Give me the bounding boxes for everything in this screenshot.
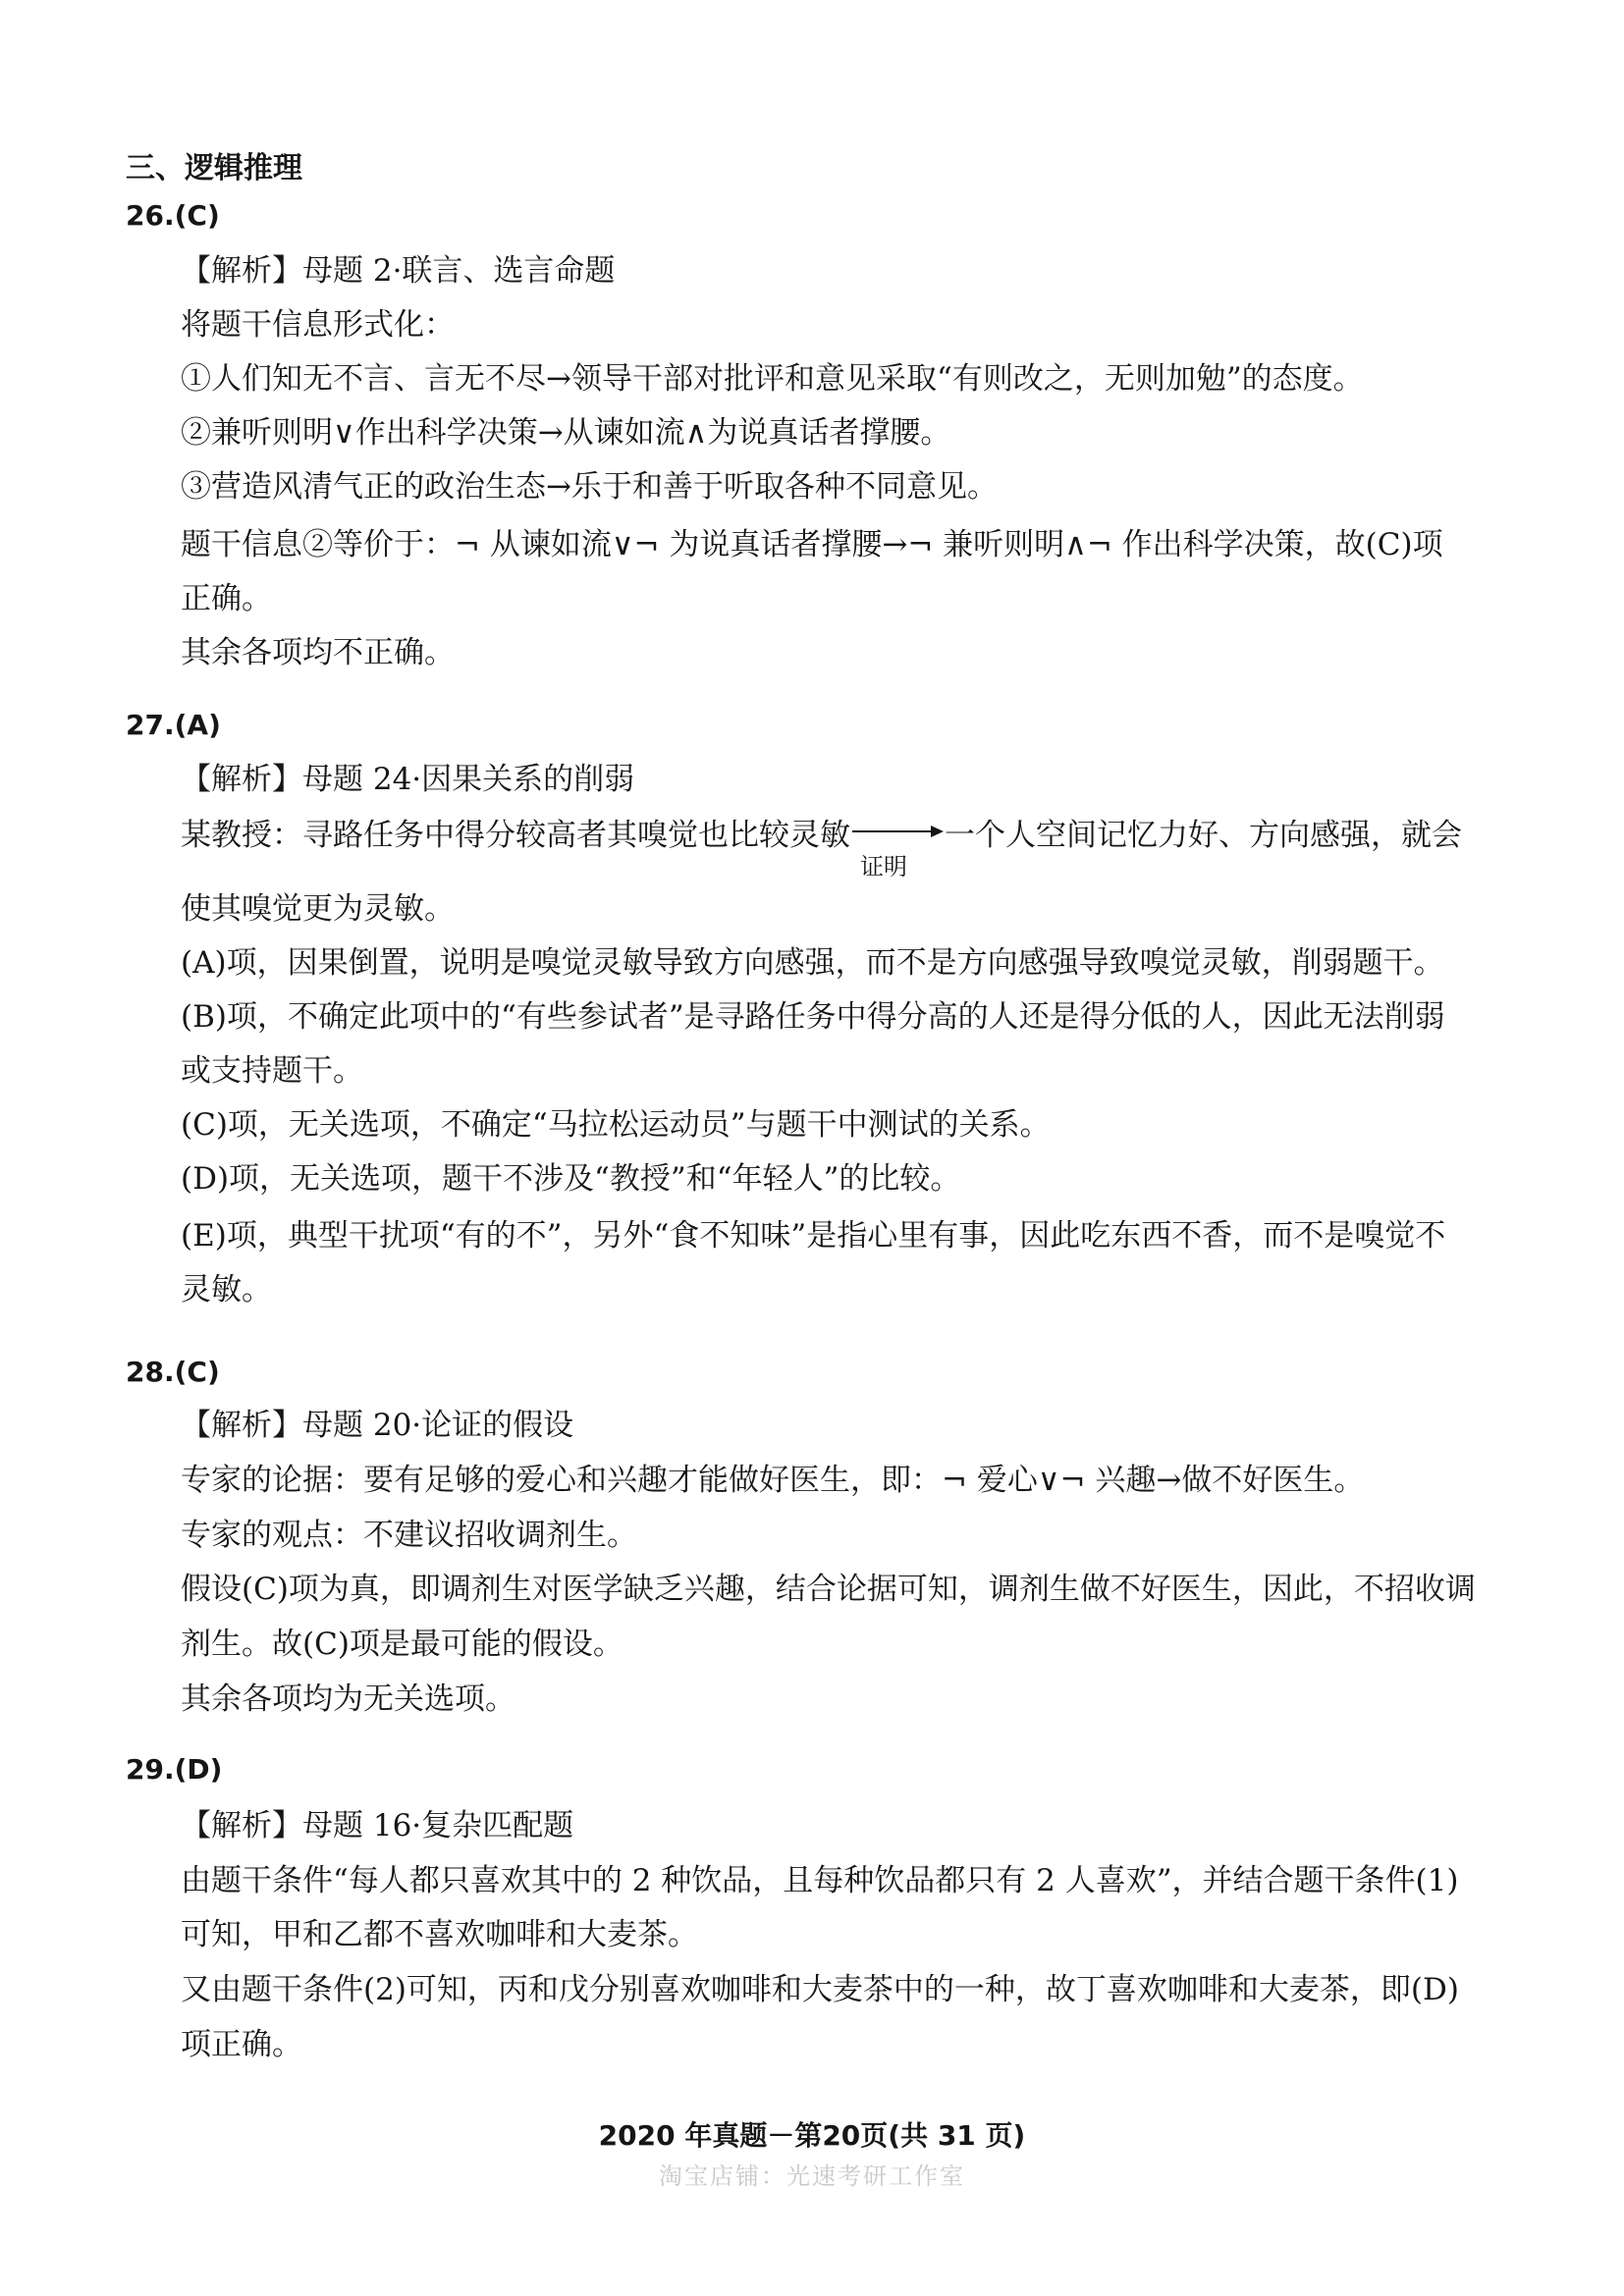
text-line: (C)项，无关选项，不确定“马拉松运动员”与题干中测试的关系。 — [181, 1107, 1051, 1143]
question-number: 26.(C) — [126, 199, 220, 232]
text-line: 或支持题干。 — [181, 1053, 363, 1089]
question-number: 28.(C) — [126, 1356, 220, 1388]
text-line: 其余各项均不正确。 — [181, 635, 455, 670]
text-line: ①人们知无不言、言无不尽→领导干部对批评和意见采取“有则改之，无则加勉”的态度。 — [181, 361, 1364, 397]
proof-arrow — [850, 816, 945, 881]
text-line: 可知，甲和乙都不喜欢咖啡和大麦茶。 — [181, 1917, 698, 1952]
text-line: 又由题干条件(2)可知，丙和戊分别喜欢咖啡和大麦茶中的一种，故丁喜欢咖啡和大麦茶，即(D) — [181, 1972, 1459, 2007]
text-line: (D)项，无关选项，题干不涉及“教授”和“年轻人”的比较。 — [181, 1161, 961, 1197]
text-line: 项正确。 — [181, 2027, 302, 2062]
text-line: 题干信息②等价于：¬ 从谏如流∨¬ 为说真话者撑腰→¬ 兼听则明∧¬ 作出科学决策，故(C)项 — [181, 527, 1443, 562]
question-number: 27.(A) — [126, 709, 221, 741]
text-segment: 某教授：寻路任务中得分较高者其嗅觉也比较灵敏 — [181, 818, 850, 853]
text-line: 将题干信息形式化： — [181, 307, 455, 343]
text-line: (E)项，典型干扰项“有的不”，另外“食不知味”是指心里有事，因此吃东西不香，而不是嗅觉不 — [181, 1218, 1446, 1254]
arrow-label: 证明 — [860, 853, 907, 881]
text-line: 剂生。故(C)项是最可能的假设。 — [181, 1627, 623, 1662]
text-line: (B)项，不确定此项中的“有些参试者”是寻路任务中得分高的人还是得分低的人，因此无法削弱 — [181, 999, 1445, 1035]
text-line: ③营造风清气正的政治生态→乐于和善于听取各种不同意见。 — [181, 469, 998, 505]
analysis-heading: 【解析】母题 2·联言、选言命题 — [181, 253, 616, 289]
section-title: 三、逻辑推理 — [126, 151, 302, 186]
text-line: 灵敏。 — [181, 1272, 272, 1308]
analysis-heading: 【解析】母题 20·论证的假设 — [181, 1408, 574, 1443]
text-line: 其余各项均为无关选项。 — [181, 1682, 515, 1717]
analysis-heading: 【解析】母题 16·复杂匹配题 — [181, 1808, 574, 1843]
right-arrow-icon — [850, 824, 945, 839]
text-segment: 一个人空间记忆力好、方向感强，就会 — [945, 818, 1462, 853]
text-line: 假设(C)项为真，即调剂生对医学缺乏兴趣，结合论据可知，调剂生做不好医生，因此，不招收调 — [181, 1572, 1476, 1607]
page-footer: 2020 年真题－第20页(共 31 页) — [598, 2119, 1026, 2152]
watermark: 淘宝店铺：光速考研工作室 — [659, 2163, 965, 2190]
question-number: 29.(D) — [126, 1753, 223, 1786]
text-line: 由题干条件“每人都只喜欢其中的 2 种饮品，且每种饮品都只有 2 人喜欢”，并结合题干条件(1) — [181, 1863, 1459, 1898]
text-line: 使其嗅觉更为灵敏。 — [181, 891, 455, 927]
arrow-text-line — [181, 816, 1462, 881]
text-line: 正确。 — [181, 581, 272, 616]
text-line: 专家的论据：要有足够的爱心和兴趣才能做好医生，即：¬ 爱心∨¬ 兴趣→做不好医生。 — [181, 1463, 1365, 1498]
text-line: ②兼听则明∨作出科学决策→从谏如流∧为说真话者撑腰。 — [181, 415, 951, 451]
analysis-heading: 【解析】母题 24·因果关系的削弱 — [181, 762, 635, 797]
text-line: (A)项，因果倒置，说明是嗅觉灵敏导致方向感强，而不是方向感强导致嗅觉灵敏，削弱题干。 — [181, 945, 1444, 981]
text-line: 专家的观点：不建议招收调剂生。 — [181, 1518, 637, 1553]
